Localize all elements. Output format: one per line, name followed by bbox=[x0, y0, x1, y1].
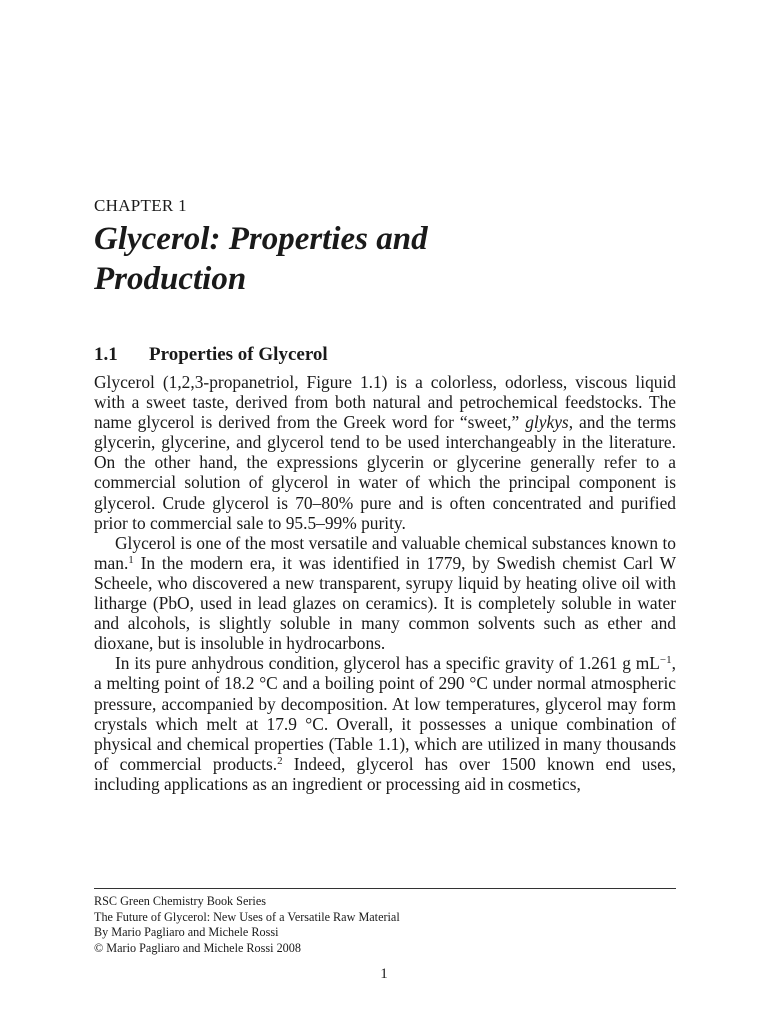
greek-word-glykys: glykys bbox=[525, 412, 569, 433]
page-content bbox=[94, 196, 676, 794]
section-title: Properties of Glycerol bbox=[149, 344, 328, 365]
footnote-rule bbox=[94, 888, 676, 889]
paragraph-3-part-a: In its pure anhydrous condition, glycerol has a specific gravity of 1.261 g mL bbox=[115, 653, 660, 674]
footnote-authors: By Mario Pagliaro and Michele Rossi bbox=[94, 925, 279, 939]
body-text bbox=[94, 372, 676, 794]
paragraph-2-part-a: Glycerol is one of the most versatile and valuable chemical substances known to man. bbox=[94, 532, 676, 573]
section-heading bbox=[94, 343, 676, 367]
paragraph-2 bbox=[94, 533, 676, 654]
footnote-copyright: © Mario Pagliaro and Michele Rossi 2008 bbox=[94, 940, 301, 955]
paragraph-3 bbox=[94, 653, 676, 794]
reference-2: 2 bbox=[277, 754, 283, 767]
section-number: 1.1 bbox=[94, 344, 118, 365]
footnote-book-title: The Future of Glycerol: New Uses of a Versatile Raw Material bbox=[94, 909, 400, 924]
footnote-block bbox=[94, 888, 676, 956]
paragraph-1 bbox=[94, 372, 676, 533]
paragraph-3-part-c: Indeed, glycerol has over 1500 known end uses, including applications as an ingredient or processing aid in cosmetics, bbox=[94, 753, 676, 794]
page-number: 1 bbox=[380, 966, 388, 982]
paragraph-1-part-a: Glycerol (1,2,3-propanetriol, Figure 1.1) is a colorless, odorless, viscous liquid with a sweet taste, derived from both natural and petrochemical feedstocks. The name glycerol is derived from the Greek word for “sweet,” bbox=[94, 372, 676, 433]
unit-exponent: −1 bbox=[659, 654, 672, 667]
reference-1: 1 bbox=[128, 553, 134, 566]
chapter-label: CHAPTER 1 bbox=[94, 196, 187, 215]
paragraph-1-part-b: , and the terms glycerin, glycerine, and glycerol tend to be used interchangeably in the literature. On the other hand, the expressions glycerin or glycerine generally refer to a commercial solution of glycerol in water of which the principal component is glycerol. Crude glycerol is 70–80% pure and is often concentrated and purified prior to commercial sale to 95.5–99% purity. bbox=[94, 412, 676, 533]
chapter-title: Glycerol: Properties and Production bbox=[94, 221, 428, 297]
paragraph-2-part-b: In the modern era, it was identified in 1779, by Swedish chemist Carl W Scheele, who discovered a new transparent, syrupy liquid by heating olive oil with litharge (PbO, used in lead glazes on ceramics). It is completely soluble in water and alcohols, is slightly soluble in many common solvents such as ether and dioxane, but is insoluble in hydrocarbons. bbox=[94, 552, 676, 654]
paragraph-3-part-b: , a melting point of 18.2 °C and a boiling point of 290 °C under normal atmospheric pressure, accompanied by decomposition. At low temperatures, glycerol may form crystals which melt at 17.9 °C. Overall, it possesses a unique combination of physical and chemical properties (Table 1.1), which are utilized in many thousands of commercial products. bbox=[94, 653, 676, 774]
footnote-series: RSC Green Chemistry Book Series bbox=[94, 894, 266, 908]
